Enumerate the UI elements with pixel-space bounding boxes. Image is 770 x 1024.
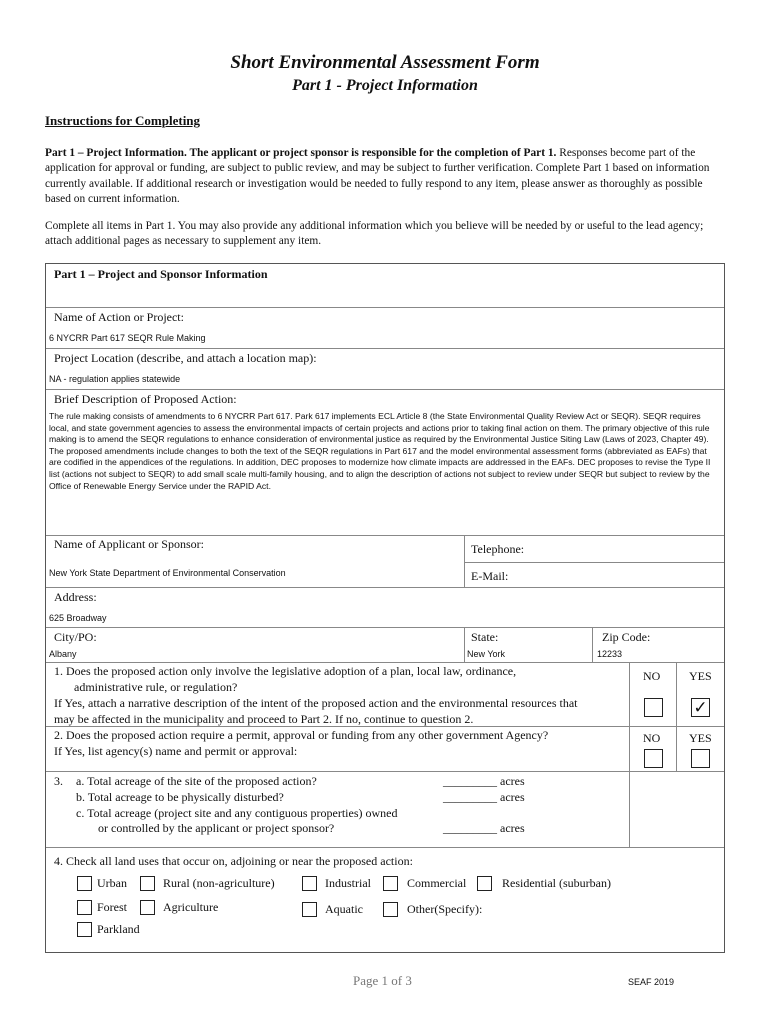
form-subtitle: Part 1 - Project Information bbox=[292, 77, 478, 94]
q4-text: 4. Check all land uses that occur on, adjoining or near the proposed action: bbox=[54, 854, 413, 868]
project-location-label: Project Location (describe, and attach a location map): bbox=[54, 351, 317, 365]
forest-label: Forest bbox=[97, 900, 127, 914]
divider bbox=[46, 587, 724, 588]
q2-text-line-1: 2. Does the proposed action require a permit, approval or funding from any other government Agency? bbox=[54, 728, 549, 742]
divider bbox=[46, 307, 724, 308]
q2-no-checkbox[interactable] bbox=[644, 749, 663, 768]
forest-checkbox[interactable] bbox=[77, 900, 92, 915]
q3-c-acres-field[interactable]: _________ acres bbox=[443, 821, 525, 835]
action-name-label: Name of Action or Project: bbox=[54, 310, 184, 324]
divider bbox=[629, 771, 630, 847]
q1-text-line-2: administrative rule, or regulation? bbox=[74, 680, 238, 694]
divider bbox=[46, 847, 724, 848]
q2-yes-checkbox[interactable] bbox=[691, 749, 710, 768]
form-box bbox=[45, 263, 725, 953]
q1-text-line-1: 1. Does the proposed action only involve the legislative adoption of a plan, local law, ordinance, bbox=[54, 664, 517, 678]
commercial-label: Commercial bbox=[407, 876, 467, 890]
divider bbox=[46, 662, 724, 663]
urban-label: Urban bbox=[97, 876, 127, 890]
city-label: City/PO: bbox=[54, 630, 97, 644]
divider bbox=[464, 535, 465, 587]
urban-checkbox[interactable] bbox=[77, 876, 92, 891]
industrial-checkbox[interactable] bbox=[302, 876, 317, 891]
q3-b-acres-field[interactable]: _________ acres bbox=[443, 790, 525, 804]
q2-yes-label: YES bbox=[689, 731, 712, 745]
divider bbox=[629, 662, 630, 771]
divider bbox=[46, 771, 724, 772]
agriculture-checkbox[interactable] bbox=[140, 900, 155, 915]
q1-yes-checkbox[interactable]: ✓ bbox=[691, 698, 710, 717]
commercial-checkbox[interactable] bbox=[383, 876, 398, 891]
instructions-paragraph-2: Complete all items in Part 1. You may also provide any additional information which you believe will be needed by or useful to the lead agency; attach additional pages as necessary to supplement any item. bbox=[45, 220, 704, 248]
q1-text-line-4: may be affected in the municipality and proceed to Part 2. If no, continue to question 2. bbox=[54, 712, 474, 726]
project-location-value[interactable]: NA - regulation applies statewide bbox=[49, 374, 181, 384]
state-value[interactable]: New York bbox=[467, 649, 506, 659]
form-code: SEAF 2019 bbox=[628, 977, 675, 987]
zip-label: Zip Code: bbox=[602, 630, 651, 644]
parkland-label: Parkland bbox=[97, 922, 140, 936]
aquatic-checkbox[interactable] bbox=[302, 902, 317, 917]
city-value[interactable]: Albany bbox=[49, 649, 77, 659]
form-title: Short Environmental Assessment Form bbox=[230, 52, 540, 73]
parkland-checkbox[interactable] bbox=[77, 922, 92, 937]
other-checkbox[interactable] bbox=[383, 902, 398, 917]
address-label: Address: bbox=[54, 590, 97, 604]
description-label: Brief Description of Proposed Action: bbox=[54, 392, 237, 406]
zip-value[interactable]: 12233 bbox=[597, 649, 623, 659]
rural-label: Rural (non-agriculture) bbox=[163, 876, 275, 890]
divider bbox=[46, 535, 724, 536]
residential-checkbox[interactable] bbox=[477, 876, 492, 891]
agriculture-label: Agriculture bbox=[163, 900, 219, 914]
q1-no-label: NO bbox=[643, 669, 661, 683]
q1-text-line-3: If Yes, attach a narrative description of the intent of the proposed action and the environmental resources that bbox=[54, 696, 578, 710]
divider bbox=[46, 389, 724, 390]
applicant-value[interactable]: New York State Department of Environmental Conservation bbox=[49, 568, 286, 578]
telephone-label: Telephone: bbox=[471, 542, 525, 556]
divider bbox=[592, 627, 593, 662]
email-label: E-Mail: bbox=[471, 569, 509, 583]
divider bbox=[46, 348, 724, 349]
q1-yes-label: YES bbox=[689, 669, 712, 683]
residential-label: Residential (suburban) bbox=[502, 876, 611, 890]
state-label: State: bbox=[471, 630, 499, 644]
applicant-label: Name of Applicant or Sponsor: bbox=[54, 537, 204, 551]
q3-a-acres-field[interactable]: _________ acres bbox=[443, 774, 525, 788]
q3-c-text-2: or controlled by the applicant or project sponsor? bbox=[98, 821, 335, 835]
address-value[interactable]: 625 Broadway bbox=[49, 613, 107, 623]
section-title: Part 1 – Project and Sponsor Information bbox=[54, 267, 268, 281]
other-label: Other(Specify): bbox=[407, 902, 483, 916]
industrial-label: Industrial bbox=[325, 876, 371, 890]
q3-b-text: b. Total acreage to be physically disturbed? bbox=[76, 790, 284, 804]
rural-checkbox[interactable] bbox=[140, 876, 155, 891]
aquatic-label: Aquatic bbox=[325, 902, 363, 916]
q3-c-text-1: c. Total acreage (project site and any contiguous properties) owned bbox=[76, 806, 398, 820]
q3-a-text: a. Total acreage of the site of the proposed action? bbox=[76, 774, 317, 788]
q2-no-label: NO bbox=[643, 731, 661, 745]
divider bbox=[464, 627, 465, 662]
instructions-body: Responses become part of the application for approval or funding, are subject to public review, and may be subject to further verification. Complete Part 1 based on information currently available. If additional research or investigation would be needed to fully respond to any item, please answer as thoroughly as possible based on current information. bbox=[45, 147, 710, 205]
page-number: Page 1 of 3 bbox=[353, 973, 412, 988]
q1-no-checkbox[interactable] bbox=[644, 698, 663, 717]
divider bbox=[464, 562, 724, 563]
divider bbox=[676, 662, 677, 771]
action-name-value[interactable]: 6 NYCRR Part 617 SEQR Rule Making bbox=[49, 333, 206, 343]
instructions-bold-lead: Part 1 – Project Information. The applicant or project sponsor is responsible for the completion of Part 1. bbox=[45, 147, 557, 159]
divider bbox=[46, 627, 724, 628]
q2-text-line-2: If Yes, list agency(s) name and permit or approval: bbox=[54, 744, 298, 758]
instructions-heading: Instructions for Completing bbox=[45, 113, 201, 128]
description-value[interactable]: The rule making consists of amendments to 6 NYCRR Part 617. Park 617 implements ECL Article 8 (the State Environmental Quality Review Act or SEQR). SEQR requires local, and state government agencies to assess the environmental impacts of certain projects and actions prior to taking final action on them. The primary objective of this rule making is to amend the SEQR regulations to enhance consideration of environmental justice as required by the Environmental Justice Siting Law (Laws of 2023, Chapter 49). The proposed amendments include changes to both the text of the SEQR regulations in Part 617 and the model environmental assessment forms (abbreviated as EAFs) that are codified in the appendices of the regulations. In addition, DEC proposes to modernize how climate impacts are addressed in the EAFs. DEC proposes to revise the Type II list (actions not subject to SEQR) to add small scale multi-family housing, and to align the description of actions not subject to review under SEQR but subject to review by the Office of Renewable Energy Service under the RAPID Act. bbox=[49, 411, 711, 491]
q3-number: 3. bbox=[54, 774, 63, 788]
instructions-paragraph-1 bbox=[45, 146, 725, 207]
